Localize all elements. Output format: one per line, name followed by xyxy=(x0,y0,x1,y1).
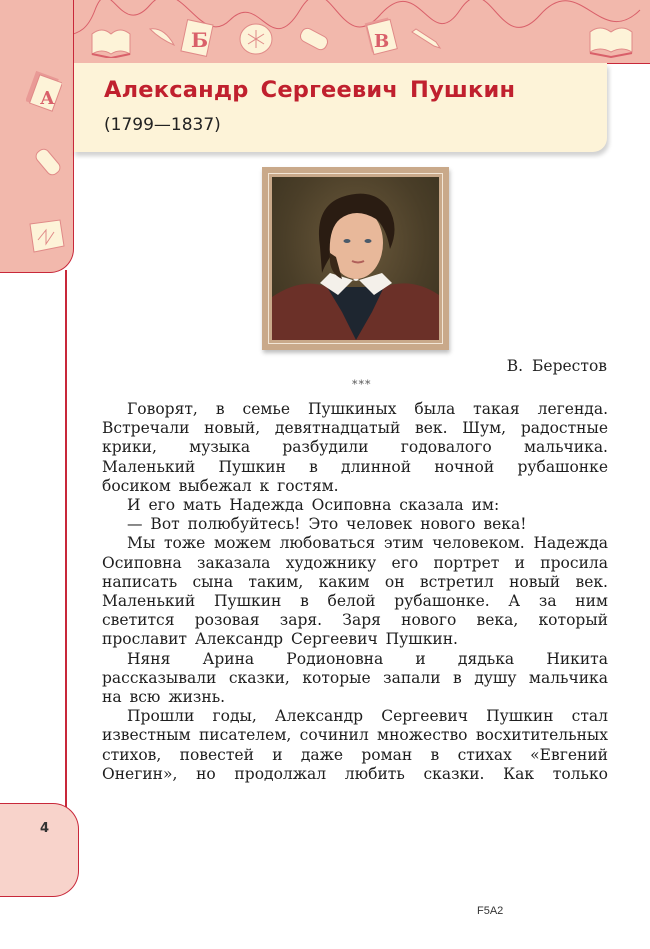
page-title: Александр Сергеевич Пушкин xyxy=(104,77,516,103)
life-years: (1799—1837) xyxy=(104,115,221,135)
paragraph: — Вот полюбуйтесь! Это человек нового века! xyxy=(127,515,527,534)
rune-card-icon xyxy=(26,218,66,254)
paragraph: Говорят, в семье Пушкиных была такая легенда. Встречали новый, девятнадцатый век. Шум, радостные крики, музыка разбудили годовалого мальчика. Маленький Пушкин в длинной ночной рубашонке босиком выбежал к гостям. xyxy=(102,400,608,495)
paragraph: Мы тоже можем любоваться этим человеком. Надежда Осиповна заказала художнику его портрет и просила написать сына таким, каким он встретил новый век. Маленький Пушкин в белой рубашонке. А за ним светится розовая заря. Заря нового века, который прославит Александр Сергеевич Пушкин. xyxy=(102,534,608,649)
stamp-icon xyxy=(238,22,274,56)
pencil-icon xyxy=(410,28,442,52)
paragraph: Прошли годы, Александр Сергеевич Пушкин стал известным писателем, сочинил множество восхитительных стихов, повестей и даже роман в стихах «Евгений Онегин», но продолжал любить сказки. Как только xyxy=(102,707,608,783)
section-separator: *** xyxy=(352,378,372,391)
scroll-icon xyxy=(30,145,66,185)
svg-text:В: В xyxy=(374,31,390,52)
svg-text:Б: Б xyxy=(191,28,209,52)
paragraph: И его мать Надежда Осиповна сказала им: xyxy=(127,496,500,515)
scroll-icon xyxy=(298,26,334,56)
article-body xyxy=(102,400,608,784)
letter-card-v-icon xyxy=(362,16,398,56)
open-book-icon xyxy=(90,22,132,58)
letter-card-b-icon xyxy=(180,18,214,58)
header-decorative-band xyxy=(0,0,650,64)
page-number-tab xyxy=(0,803,79,897)
margin-rule xyxy=(65,270,67,807)
letter-card-a-icon xyxy=(26,70,62,114)
open-book-icon xyxy=(588,20,634,58)
sidebar-decorative-band xyxy=(0,0,74,273)
portrait-frame xyxy=(262,167,449,350)
title-box xyxy=(73,63,607,152)
page-number: 4 xyxy=(40,821,50,836)
print-code: F5A2 xyxy=(477,905,504,917)
svg-text:А: А xyxy=(40,88,55,109)
paragraph: Няня Арина Родионовна и дядька Никита рассказывали сказки, которые запали в душу мальчика на всю жизнь. xyxy=(102,649,608,707)
article-author: В. Берестов xyxy=(506,357,607,375)
portrait-image xyxy=(272,177,439,340)
portrait-illustration-icon xyxy=(272,177,439,340)
quill-icon xyxy=(148,25,176,49)
